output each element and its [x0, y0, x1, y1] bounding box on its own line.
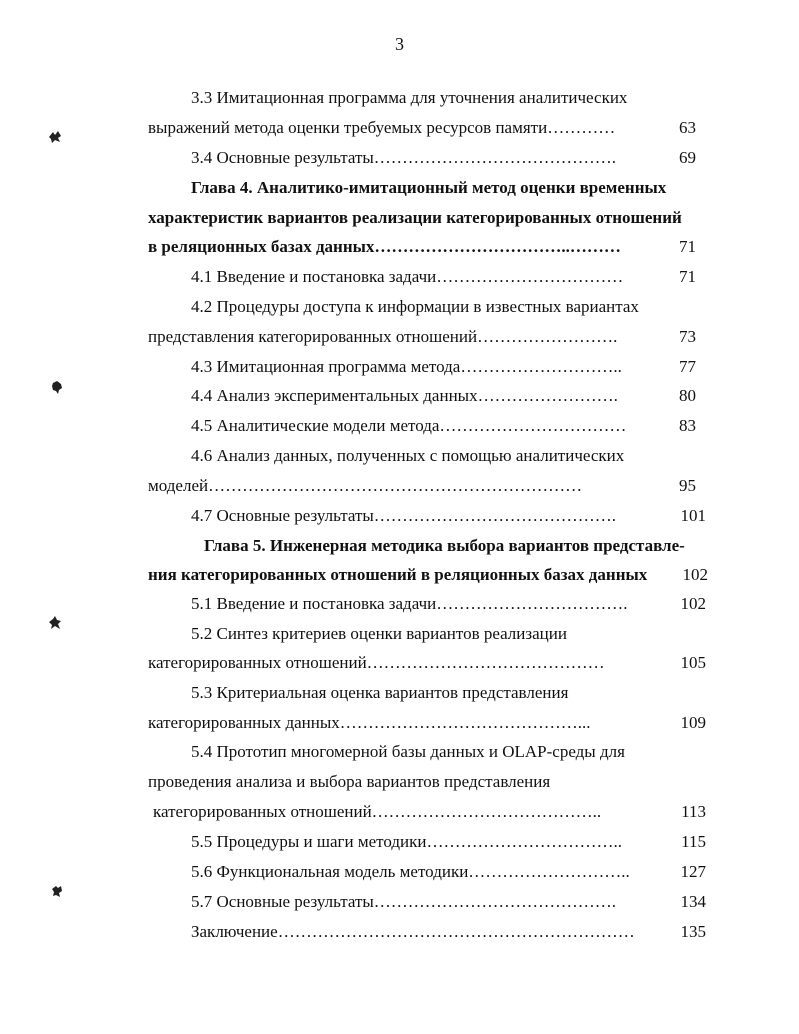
- toc-entry-4-2-line-2: представления категорированных отношений…………………….: [148, 327, 618, 346]
- chapter-4-title-line-2: характеристик вариантов реализации категорированных отношений: [148, 208, 682, 227]
- toc-entry-4-6-line-2: моделей…………………………………………………………: [148, 476, 583, 495]
- toc-entry-4-5-page: 83: [679, 416, 696, 435]
- toc-entry-4-2-line-1: 4.2 Процедуры доступа к информации в известных вариантах: [191, 297, 639, 316]
- toc-entry-4-1: 4.1 Введение и постановка задачи……………………………: [191, 267, 624, 286]
- toc-entry-5-2-page: 105: [680, 653, 706, 672]
- chapter-5-title-line-1: Глава 5. Инженерная методика выбора вариантов представле-: [204, 536, 685, 555]
- toc-entry-4-7-page: 101: [680, 506, 706, 525]
- toc-entry-4-6-page: 95: [679, 476, 696, 495]
- scan-speck-4: [48, 882, 66, 900]
- toc-entry-3-3-line-1: 3.3 Имитационная программа для уточнения аналитических: [191, 88, 628, 107]
- toc-entry-4-5: 4.5 Аналитические модели метода……………………………: [191, 416, 627, 435]
- toc-entry-5-1: 5.1 Введение и постановка задачи…………………………….: [191, 594, 628, 613]
- toc-entry-5-6-page: 127: [680, 862, 706, 881]
- toc-entry-3-3-line-2: выражений метода оценки требуемых ресурсов памяти…………: [148, 118, 616, 137]
- toc-entry-4-2-page: 73: [679, 327, 696, 346]
- toc-entry-5-6: 5.6 Функциональная модель методики………………………..: [191, 862, 630, 881]
- toc-entry-3-4: 3.4 Основные результаты…………………………………….: [191, 148, 617, 167]
- chapter-5-page: 102: [682, 565, 708, 584]
- toc-entry-4-4-page: 80: [679, 386, 696, 405]
- toc-entry-conclusion: Заключение………………………………………………………: [191, 922, 635, 941]
- chapter-4-page: 71: [679, 237, 696, 256]
- page-number: 3: [395, 34, 404, 54]
- scan-speck-1: [46, 128, 64, 146]
- toc-entry-5-7: 5.7 Основные результаты…………………………………….: [191, 892, 617, 911]
- toc-entry-5-4-page: 113: [681, 802, 706, 821]
- toc-entry-5-3-line-1: 5.3 Критериальная оценка вариантов представления: [191, 683, 569, 702]
- toc-entry-4-3: 4.3 Имитационная программа метода………………………..: [191, 357, 622, 376]
- toc-entry-4-7: 4.7 Основные результаты…………………………………….: [191, 506, 617, 525]
- chapter-4-title-line-1: Глава 4. Аналитико-имитационный метод оценки временных: [191, 178, 667, 197]
- toc-entry-4-3-page: 77: [679, 357, 696, 376]
- toc-entry-conclusion-page: 135: [680, 922, 706, 941]
- toc-entry-4-1-page: 71: [679, 267, 696, 286]
- toc-entry-5-1-page: 102: [680, 594, 706, 613]
- toc-entry-5-2-line-2: категорированных отношений……………………………………: [148, 653, 605, 672]
- toc-entry-3-3-page: 63: [679, 118, 696, 137]
- toc-entry-4-6-line-1: 4.6 Анализ данных, полученных с помощью аналитических: [191, 446, 625, 465]
- toc-entry-5-5: 5.5 Процедуры и шаги методики……………………………..: [191, 832, 622, 851]
- chapter-4-title-line-3: в реляционных базах данных……………………………..………: [148, 237, 621, 256]
- toc-entry-3-4-page: 69: [679, 148, 696, 167]
- toc-entry-5-7-page: 134: [680, 892, 706, 911]
- toc-entry-5-4-line-1: 5.4 Прототип многомерной базы данных и OLAP-среды для: [191, 742, 625, 761]
- scan-speck-2: [48, 378, 66, 396]
- toc-entry-5-3-line-2: категорированных данных……………………………………...: [148, 713, 591, 732]
- chapter-5-title-line-2: ния категорированных отношений в реляционных базах данных: [148, 565, 648, 584]
- toc-entry-5-2-line-1: 5.2 Синтез критериев оценки вариантов реализации: [191, 624, 567, 643]
- toc-entry-5-4-line-3: категорированных отношений…………………………………..: [153, 802, 602, 821]
- toc-entry-5-3-page: 109: [680, 713, 706, 732]
- scan-speck-3: [46, 614, 64, 632]
- toc-entry-5-5-page: 115: [681, 832, 706, 851]
- toc-entry-5-4-line-2: проведения анализа и выбора вариантов представления: [148, 772, 551, 791]
- toc-entry-4-4: 4.4 Анализ экспериментальных данных…………………….: [191, 386, 618, 405]
